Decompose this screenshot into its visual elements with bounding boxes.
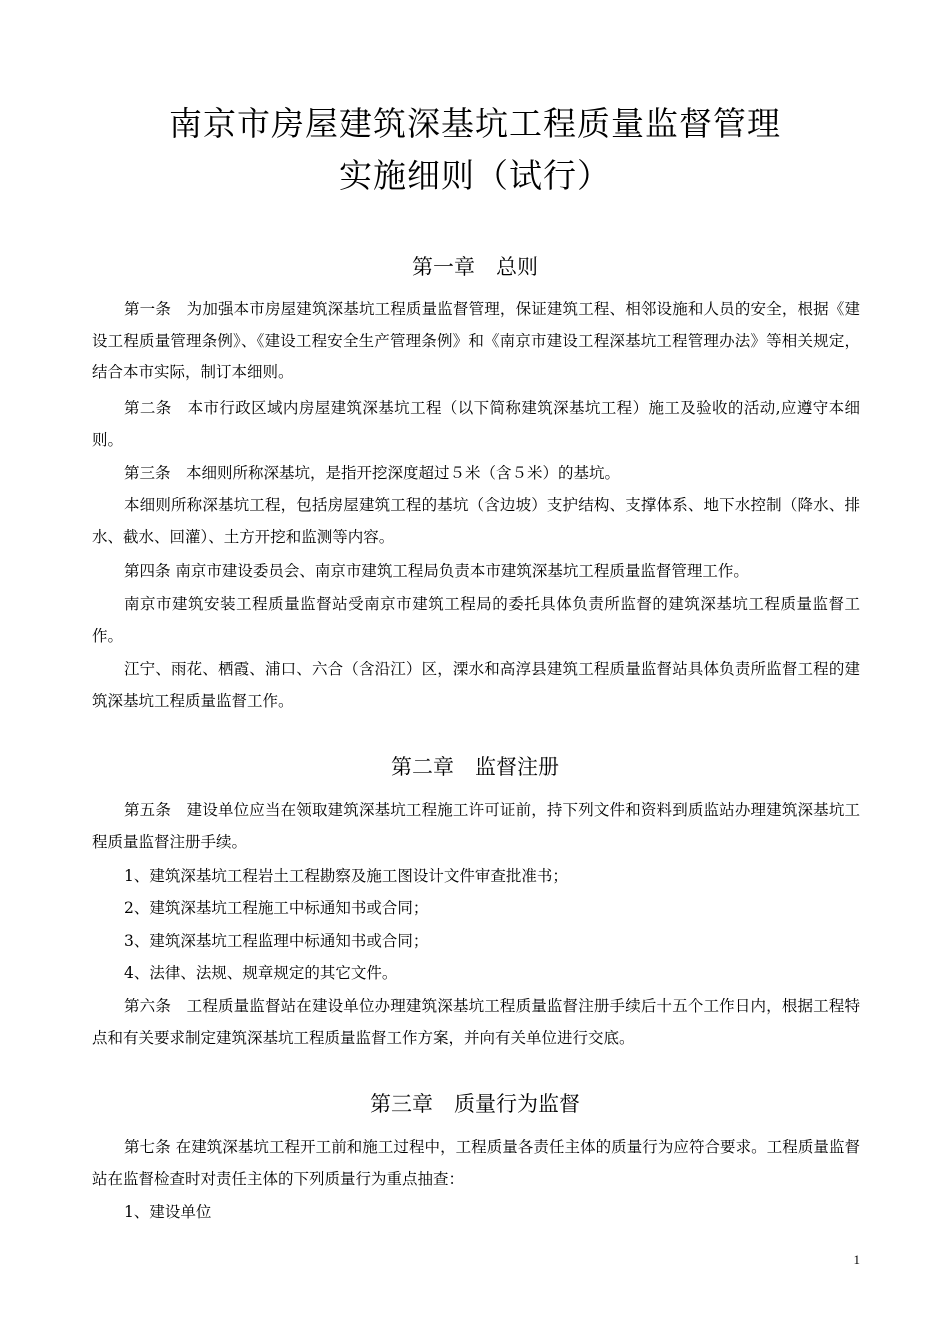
document-title-line-2: 实施细则（试行） (339, 156, 611, 195)
chapter-1-heading: 第一章 总则 (412, 255, 538, 279)
article-7-paragraph: 第七条 在建筑深基坑工程开工前和施工过程中，工程质量各责任主体的质量行为应符合要求。工程质量监督站在监督检查时对责任主体的下列质量行为重点抽查： (92, 1138, 860, 1188)
chapter-2-heading: 第二章 监督注册 (391, 755, 559, 779)
article-5-list-item-3: 3、建筑深基坑工程监理中标通知书或合同； (124, 932, 429, 950)
article-5-list-item-4: 4、法律、法规、规章规定的其它文件。 (124, 964, 398, 982)
article-3-definition-paragraph: 本细则所称深基坑工程，包括房屋建筑工程的基坑（含边坡）支护结构、支撑体系、地下水控制（降水、排水、截水、回灌）、土方开挖和监测等内容。 (92, 496, 860, 546)
article-3-paragraph: 第三条 本细则所称深基坑，是指开挖深度超过５米（含５米）的基坑。 (124, 464, 621, 482)
article-1-paragraph: 第一条 为加强本市房屋建筑深基坑工程质量监督管理，保证建筑工程、相邻设施和人员的安全，根据《建设工程质量管理条例》、《建设工程安全生产管理条例》和《南京市建设工程深基坑工程管理办法》等相关规定，结合本市实际，制订本细则。 (92, 300, 860, 381)
article-7-list-item-1: 1、建设单位 (124, 1203, 212, 1221)
document-title-line-1: 南京市房屋建筑深基坑工程质量监督管理 (169, 104, 781, 143)
article-5-list-item-2: 2、建筑深基坑工程施工中标通知书或合同； (124, 899, 429, 917)
page-number: 1 (853, 1252, 860, 1267)
article-4-district-paragraph: 江宁、雨花、栖霞、浦口、六合（含沿江）区，溧水和高淳县建筑工程质量监督站具体负责所监督工程的建筑深基坑工程质量监督工作。 (92, 660, 860, 710)
article-4-station-paragraph: 南京市建筑安装工程质量监督站受南京市建筑工程局的委托具体负责所监督的建筑深基坑工程质量监督工作。 (92, 595, 860, 645)
chapter-3-heading: 第三章 质量行为监督 (370, 1092, 580, 1116)
article-5-list-item-1: 1、建筑深基坑工程岩土工程勘察及施工图设计文件审查批准书； (124, 867, 568, 885)
article-5-paragraph: 第五条 建设单位应当在领取建筑深基坑工程施工许可证前，持下列文件和资料到质监站办理建筑深基坑工程质量监督注册手续。 (92, 801, 860, 851)
article-2-paragraph: 第二条 本市行政区域内房屋建筑深基坑工程（以下简称建筑深基坑工程）施工及验收的活动,应遵守本细则。 (92, 399, 860, 449)
article-6-paragraph: 第六条 工程质量监督站在建设单位办理建筑深基坑工程质量监督注册手续后十五个工作日内，根据工程特点和有关要求制定建筑深基坑工程质量监督工作方案，并向有关单位进行交底。 (92, 997, 860, 1047)
article-4-paragraph: 第四条 南京市建设委员会、南京市建筑工程局负责本市建筑深基坑工程质量监督管理工作。 (124, 562, 749, 580)
